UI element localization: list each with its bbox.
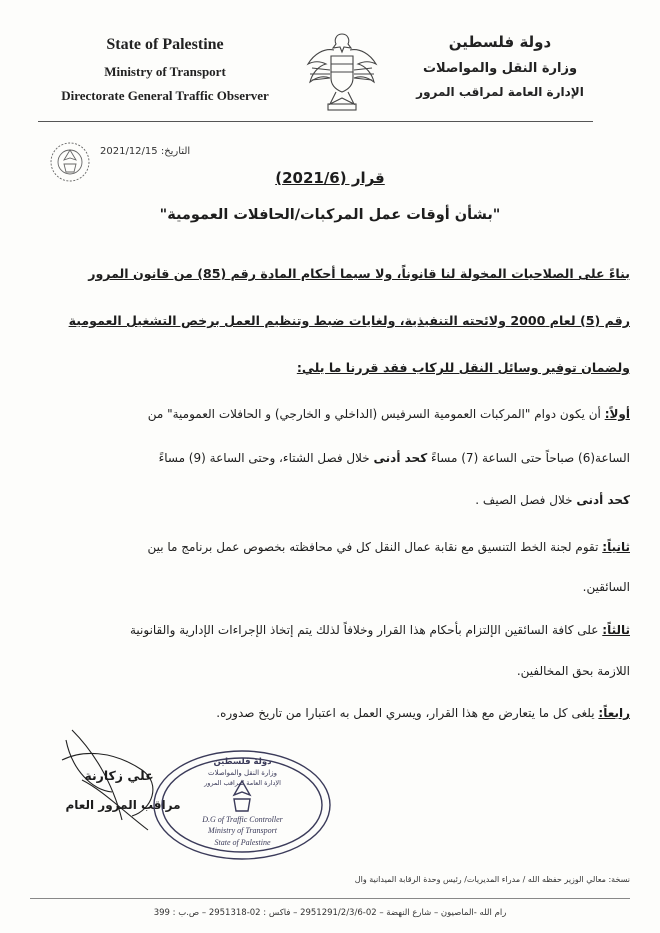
official-stamp bbox=[150, 745, 335, 865]
cc-line: نسخة: معالي الوزير حفظه الله / مدراء المديريات/ رئيس وحدة الرقابة الميدانية وال bbox=[354, 875, 630, 884]
item-second-line-1: ثانياً: تقوم لجنة الخط التنسيق مع نقابة عمال النقل كل في محافظته بخصوص عمل برنامج ما بين bbox=[147, 540, 630, 554]
header-ar-ministry: وزارة النقل والمواصلات bbox=[422, 61, 578, 76]
stamp-en-2: Ministry of Transport bbox=[208, 826, 277, 835]
stamp-ar-3: الإدارة العامة لمراقب المرور bbox=[204, 779, 281, 787]
item-third-line-2: اللازمة بحق المخالفين. bbox=[516, 664, 630, 678]
header-en-state: State of Palestine bbox=[106, 36, 224, 53]
footer-divider bbox=[30, 898, 630, 899]
date-value: 2021/12/15 bbox=[100, 146, 158, 157]
item-second-line-2: السائقين. bbox=[582, 580, 630, 594]
preamble-line-2: رقم (5) لعام 2000 ولائحته التنفيذية، ولغايات ضبط وتنظيم العمل برخص التشغيل العمومية bbox=[68, 313, 630, 328]
header-en-directorate: Directorate General Traffic Observer bbox=[61, 88, 269, 103]
item-first-line-1: أولاً: أن يكون دوام "المركبات العمومية السرفيس (الداخلي و الخارجي) و الحافلات العمومية" من bbox=[147, 407, 630, 421]
stamp-ar-1: دولة فلسطين bbox=[213, 757, 272, 767]
footer-address: رام الله -الماصيون – شارع النهضة – 02-2951291/2/3/6 – فاكس : 02-2951318 – ص.ب : 399 bbox=[153, 908, 507, 918]
header-divider bbox=[38, 121, 593, 122]
item-first-line-3: كحد أدنى خلال فصل الصيف . bbox=[475, 493, 630, 507]
header-ar-state: دولة فلسطين bbox=[448, 33, 552, 51]
item-second-lead: ثانياً: bbox=[602, 540, 630, 554]
decision-number: قرار (2021/6) bbox=[275, 169, 385, 187]
item-fourth-lead: رابعاً: bbox=[598, 706, 630, 720]
preamble-line-3: ولضمان توفير وسائل النقل للركاب فقد قررنا ما يلي: bbox=[296, 360, 630, 375]
stamp-en-1: D.G of Traffic Controller bbox=[202, 815, 283, 824]
stamp-ar-2: وزارة النقل والمواصلات bbox=[207, 769, 277, 777]
item-third-lead: ثالثاً: bbox=[602, 623, 630, 637]
decision-subject: "بشأن أوقات عمل المركبات/الحافلات العمومية" bbox=[159, 207, 501, 223]
item-fourth-line-1: رابعاً: يلغى كل ما يتعارض مع هذا القرار، ويسري العمل به اعتبارا من تاريخ صدوره. bbox=[216, 706, 630, 720]
date-label: التاريخ: bbox=[160, 146, 191, 157]
preamble-line-1: بناءً على الصلاحيات المخولة لنا قانوناً، ولا سيما أحكام المادة رقم (85) من قانون المرور bbox=[88, 266, 630, 281]
stamp-en-3: State of Palestine bbox=[214, 838, 271, 847]
header-en-ministry: Ministry of Transport bbox=[104, 64, 226, 79]
eagle-emblem-icon bbox=[300, 24, 384, 116]
signatory-title: مراقب المرور العام bbox=[65, 798, 181, 812]
header-ar-directorate: الإدارة العامة لمراقب المرور bbox=[416, 85, 584, 99]
item-first-line-2: الساعة(6) صباحاً حتى الساعة (7) مساءً كحد أدنى خلال فصل الشتاء، وحتى الساعة (9) مساءً bbox=[158, 451, 630, 465]
signatory-name: علي زكارنة bbox=[84, 768, 154, 783]
item-first-lead: أولاً: bbox=[604, 407, 630, 421]
item-third-line-1: ثالثاً: على كافة السائقين الإلتزام بأحكام هذا القرار وخلافاً لذلك يتم إتخاذ الإجراءات الإدارية والقانونية bbox=[129, 623, 630, 637]
date-line bbox=[100, 146, 190, 157]
